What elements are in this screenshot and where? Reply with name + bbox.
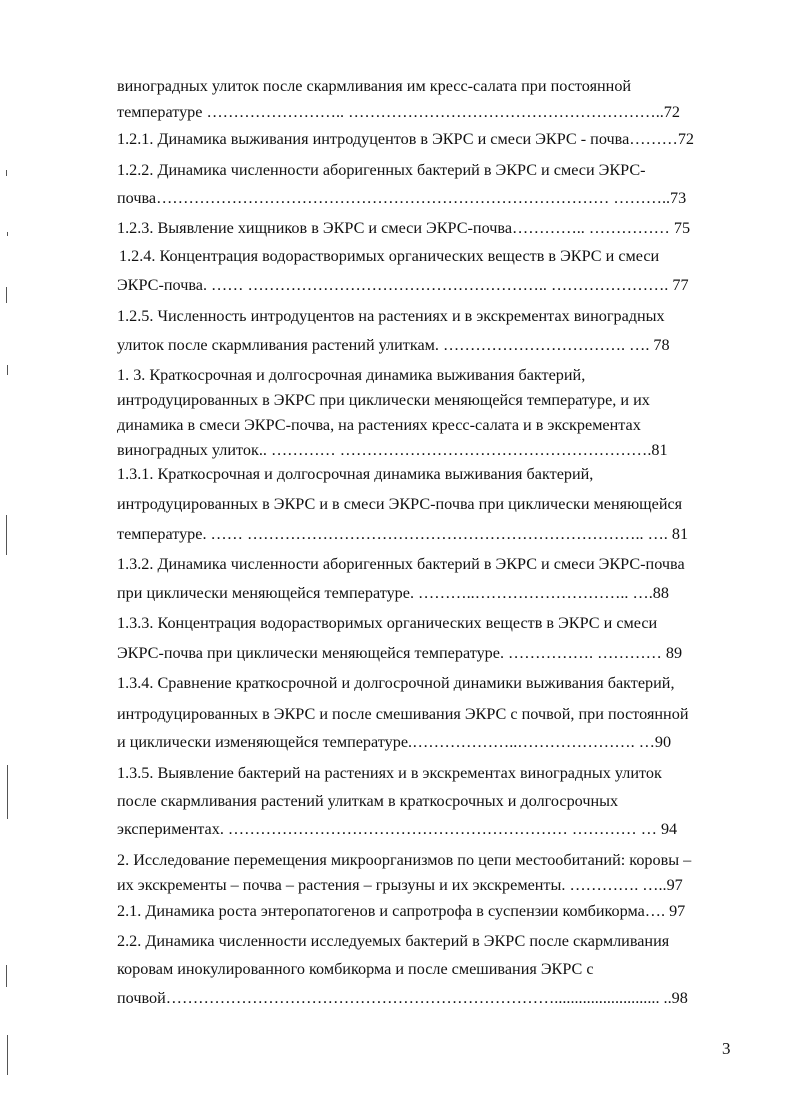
- toc-line: [0, 580, 797, 606]
- toc-line-text: 1.3.5. Выявление бактерий на растениях и в экскрементах виноградных улиток: [117, 764, 662, 782]
- toc-line: [0, 847, 797, 873]
- toc-line: [0, 387, 797, 413]
- toc-line-text: при циклически меняющейся температуре. ………..……………………….. ….88: [117, 584, 669, 602]
- toc-line: [0, 928, 797, 954]
- toc-line: [0, 303, 797, 329]
- toc-line-text: 1. 3. Краткосрочная и долгосрочная динамика выживания бактерий,: [117, 366, 586, 384]
- toc-line-text: 1.2.4. Концентрация водорастворимых органических веществ в ЭКРС и смеси: [119, 247, 660, 265]
- toc-line: [0, 521, 797, 547]
- toc-line: [0, 816, 797, 842]
- toc-line: [0, 788, 797, 814]
- toc-line: [0, 185, 797, 211]
- toc-line: [0, 701, 797, 727]
- toc-line-text: 1.3.3. Концентрация водорастворимых органических веществ в ЭКРС и смеси: [117, 614, 658, 632]
- toc-line-text: динамика в смеси ЭКРС-почва, на растениях кресс-салата и в экскрементах: [117, 416, 641, 434]
- toc-line-text: 1.3.2. Динамика численности аборигенных бактерий в ЭКРС и смеси ЭКРС-почва: [117, 555, 685, 573]
- toc-line: [0, 670, 797, 696]
- toc-line-text: виноградных улиток.. ………… ………………………………………………….81: [117, 441, 668, 459]
- toc-line-text: их экскременты – почва – растения – грызуны и их экскременты. …………. …..97: [117, 876, 683, 894]
- toc-line: [0, 956, 797, 982]
- toc-line-text: 1.3.1. Краткосрочная и долгосрочная динамика выживания бактерий,: [117, 465, 594, 483]
- toc-line: [0, 729, 797, 755]
- toc-line: [0, 985, 797, 1011]
- toc-line: [0, 437, 797, 463]
- toc-line-text: 1.2.2. Динамика численности аборигенных бактерий в ЭКРС и смеси ЭКРС-: [117, 161, 646, 179]
- toc-line-text: интродуцированных в ЭКРС и в смеси ЭКРС-почва при циклически меняющейся: [117, 495, 683, 513]
- toc-line-text: ЭКРС-почва. …… ……………………………………………….. …………………. 77: [117, 276, 689, 294]
- toc-line: [0, 73, 797, 99]
- toc-line-text: экспериментах. ……………………………………………………… ………… … 94: [117, 820, 678, 838]
- toc-line-text: почва………………………………………………………………………… ………..73: [117, 189, 687, 207]
- toc-line-text: после скармливания растений улиткам в краткосрочных и долгосрочных: [117, 792, 619, 810]
- toc-line: [0, 898, 797, 924]
- toc-line-text: 2. Исследование перемещения микроорганизмов по цепи местообитаний: коровы –: [117, 851, 692, 869]
- toc-line-text: 1.3.4. Сравнение краткосрочной и долгосрочной динамики выживания бактерий,: [117, 674, 675, 692]
- toc-line-text: 2.1. Динамика роста энтеропатогенов и сапротрофа в суспензии комбикорма…. 97: [117, 902, 686, 920]
- toc-line: [0, 126, 797, 152]
- toc-line-text: 1.2.1. Динамика выживания интродуцентов в ЭКРС и смеси ЭКРС - почва………72: [117, 130, 695, 148]
- toc-line-text: виноградных улиток после скармливания им кресс-салата при постоянной: [117, 77, 632, 95]
- toc-line: [0, 215, 797, 241]
- toc-line: [0, 551, 797, 577]
- toc-line: [0, 491, 797, 517]
- toc-line: [0, 272, 797, 298]
- toc-line-text: температуре …………………….. …………………………………………………..72: [117, 103, 680, 121]
- page-number: 3: [722, 1039, 731, 1058]
- toc-line: [0, 872, 797, 898]
- toc-line-text: почвой……………………………………………………………….......................... ..98: [117, 989, 688, 1007]
- toc-line-text: ЭКРС-почва при циклически меняющейся температуре. ……………. ………… 89: [117, 644, 683, 662]
- toc-line: [0, 412, 797, 438]
- toc-line: [0, 362, 797, 388]
- toc-line: [0, 640, 797, 666]
- toc-line-text: интродуцированных в ЭКРС и после смешивания ЭКРС с почвой, при постоянной: [117, 705, 689, 723]
- margin-mark: [7, 1035, 8, 1075]
- toc-line-text: 2.2. Динамика численности исследуемых бактерий в ЭКРС после скармливания: [117, 932, 670, 950]
- toc-line: [0, 332, 797, 358]
- toc-line: [0, 99, 797, 125]
- toc-line-text: интродуцированных в ЭКРС при циклически меняющейся температуре, и их: [117, 391, 650, 409]
- toc-line-text: 1.2.5. Численность интродуцентов на растениях и в экскрементах виноградных: [117, 307, 665, 325]
- toc-line-text: улиток после скармливания растений улиткам. ……………………………. …. 78: [117, 336, 670, 354]
- toc-line-text: коровам инокулированного комбикорма и после смешивания ЭКРС с: [117, 960, 594, 978]
- toc-line-text: 1.2.3. Выявление хищников в ЭКРС и смеси ЭКРС-почва………….. …………… 75: [117, 219, 691, 237]
- toc-line-text: температуре. …… ……………………………………………………………….. …. 81: [117, 525, 689, 543]
- toc-line: [0, 760, 797, 786]
- toc-line-text: и циклически изменяющейся температуре.………………..…………………. …90: [117, 733, 672, 751]
- toc-line: [0, 610, 797, 636]
- toc-line: [0, 461, 797, 487]
- toc-line: [0, 243, 797, 269]
- toc-line: [0, 157, 797, 183]
